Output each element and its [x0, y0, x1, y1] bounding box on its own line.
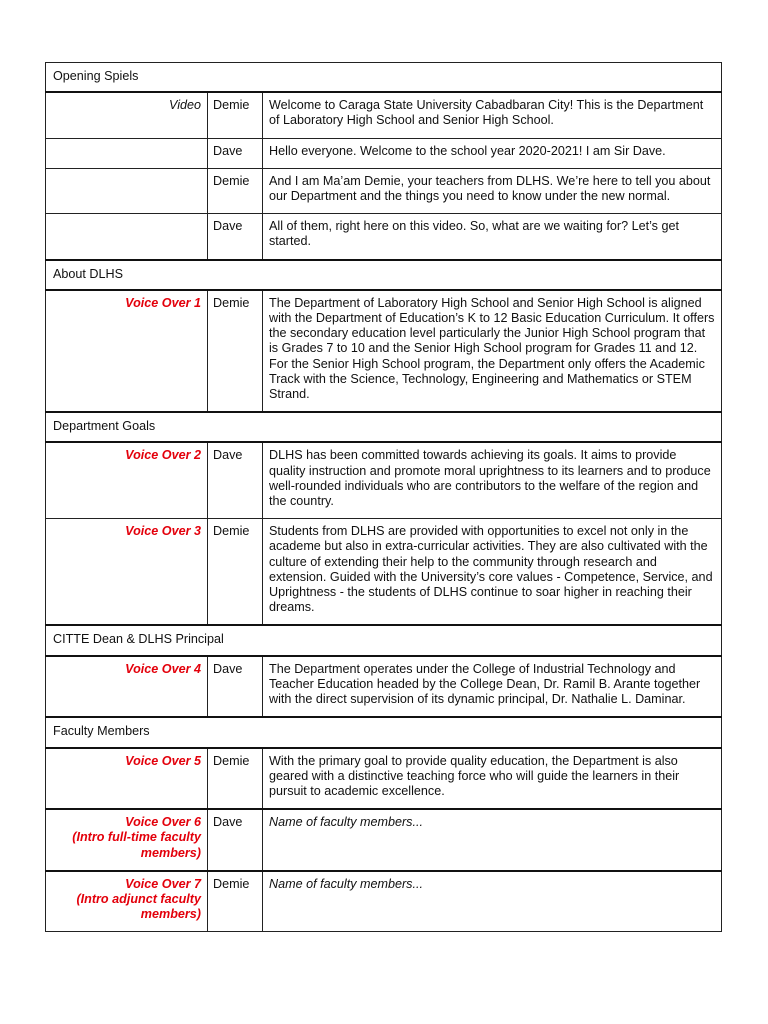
speaker-cell: Demie	[208, 871, 263, 932]
line-text: With the primary goal to provide quality education, the Department is also geared with a distinctive teaching force who will guide the learners in their pursuit to academic excellence.	[263, 748, 722, 810]
speaker-cell: Dave	[208, 656, 263, 718]
speaker-cell: Demie	[208, 92, 263, 138]
cue-cell	[46, 656, 208, 718]
cue-label: Voice Over 4	[125, 661, 201, 676]
line-text: Welcome to Caraga State University Cabadbaran City! This is the Department of Laboratory High School and Senior High School.	[263, 92, 722, 138]
script-row	[46, 519, 722, 626]
cue-label: Voice Over 2	[125, 448, 201, 463]
line-text: DLHS has been committed towards achieving its goals. It aims to provide quality instruction and promote moral uprightness to its learners and to produce well-rounded individuals who are contributors to the welfare of the region and the country.	[263, 442, 722, 518]
cue-cell	[46, 748, 208, 810]
section-heading-cell	[46, 412, 722, 442]
cue-cell	[46, 519, 208, 626]
script-row	[46, 168, 722, 213]
script-row	[46, 442, 722, 518]
cue-note: (Intro full-time faculty members)	[72, 830, 201, 860]
line-text: Hello everyone. Welcome to the school year 2020-2021! I am Sir Dave.	[263, 138, 722, 168]
section-heading-row	[46, 412, 722, 442]
speaker-cell: Demie	[208, 290, 263, 412]
cue-label: Voice Over 6	[125, 815, 201, 830]
cue-note: (Intro adjunct faculty members)	[76, 891, 201, 922]
speaker-cell: Demie	[208, 748, 263, 810]
script-row	[46, 92, 722, 138]
script-row	[46, 290, 722, 412]
line-text: Name of faculty members...	[263, 871, 722, 932]
cue-cell	[46, 92, 208, 138]
line-text: The Department operates under the College of Industrial Technology and Teacher Education headed by the College Dean, Dr. Ramil B. Arante together with the direct supervision of its dynamic principal, Dr. Nathalie L. Daminar.	[263, 656, 722, 718]
cue-cell	[46, 871, 208, 932]
script-table	[45, 62, 722, 932]
section-heading-cell	[46, 63, 722, 93]
cue-label: Voice Over 5	[125, 753, 201, 768]
line-text: And I am Ma’am Demie, your teachers from DLHS. We’re here to tell you about our Department and the things you need to know under the new normal.	[263, 168, 722, 213]
line-text: Name of faculty members...	[263, 809, 722, 871]
script-row	[46, 871, 722, 932]
section-heading-cell	[46, 260, 722, 290]
section-heading: Faculty Members	[53, 724, 150, 739]
script-row	[46, 748, 722, 810]
section-heading-row	[46, 717, 722, 747]
cue-cell	[46, 168, 208, 213]
section-heading: CITTE Dean & DLHS Principal	[53, 632, 224, 647]
cue-label: Voice Over 3	[125, 524, 201, 539]
cue-label: Video	[169, 98, 201, 113]
script-row	[46, 809, 722, 871]
script-row	[46, 214, 722, 260]
cue-cell	[46, 809, 208, 871]
section-heading: Department Goals	[53, 419, 156, 434]
section-heading-cell	[46, 625, 722, 655]
speaker-cell: Dave	[208, 214, 263, 260]
section-heading-row	[46, 625, 722, 655]
section-heading-row	[46, 260, 722, 290]
cue-cell	[46, 214, 208, 260]
cue-cell	[46, 138, 208, 168]
line-text: Students from DLHS are provided with opportunities to excel not only in the academe but also in extra-curricular activities. They are also cultivated with the culture of extending their help to the community through research and extension. Guided with the University’s core values - Competence, Service, and Uprightness - the students of DLHS continue to soar higher in reaching their dreams.	[263, 519, 722, 626]
cue-cell	[46, 290, 208, 412]
section-heading-row	[46, 63, 722, 93]
section-heading: Opening Spiels	[53, 69, 139, 83]
line-text: All of them, right here on this video. So, what are we waiting for? Let’s get started.	[263, 214, 722, 260]
line-text: The Department of Laboratory High School and Senior High School is aligned with the Department of Education’s K to 12 Basic Education Curriculum. It offers the secondary education level particularly the Junior High School program that is Grades 7 to 10 and the Senior High School program for Grades 11 and 12. For the Senior High School program, the Department only offers the Academic Track with the Science, Technology, Engineering and Mathematics or STEM Strand.	[263, 290, 722, 412]
section-heading-cell	[46, 717, 722, 747]
cue-cell	[46, 442, 208, 518]
script-row	[46, 656, 722, 718]
script-row	[46, 138, 722, 168]
speaker-cell: Demie	[208, 168, 263, 213]
cue-label: Voice Over 7	[125, 876, 201, 891]
speaker-cell: Dave	[208, 442, 263, 518]
speaker-cell: Dave	[208, 809, 263, 871]
section-heading: About DLHS	[53, 266, 124, 281]
speaker-cell: Demie	[208, 519, 263, 626]
cue-label: Voice Over 1	[125, 295, 201, 310]
speaker-cell: Dave	[208, 138, 263, 168]
